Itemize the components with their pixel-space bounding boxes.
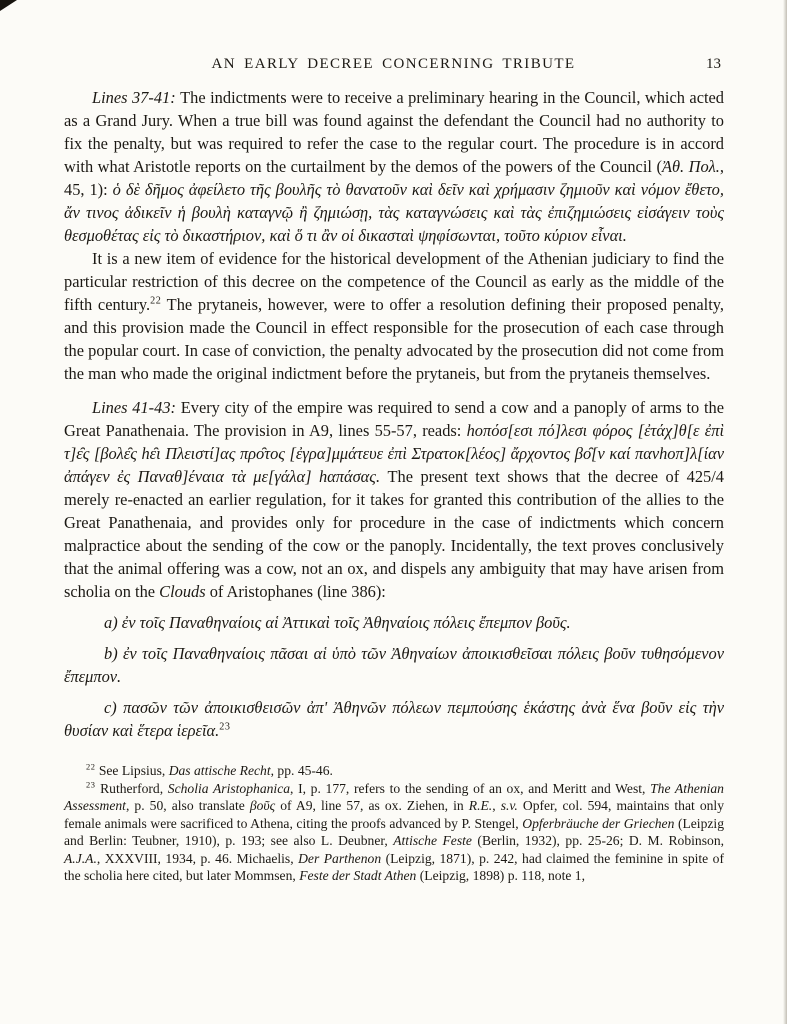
text-run-italic: c) xyxy=(104,698,124,717)
text-run-roman: The prytaneis, however, were to offer a resolution defining their proposed penalty, and this provision made the Council in effect responsible for the prosecution of each case through the popular court. In case of conviction, the penalty advocated by the prosecution did not come from the man who made the original indictment before the prytaneis, but from the prytaneis themselves. xyxy=(64,295,724,383)
footnote-22 xyxy=(64,762,724,780)
text-run-greek: πασῶν τῶν ἀποικισθεισῶν ἀπ' Ἀθηνῶν πόλεων πεμπούσης ἑκάστης ἀνὰ ἕνα βοῦν εἰς τὴν θυσίαν καὶ ἕτερα ἱερεῖα. xyxy=(64,698,724,740)
text-run-roman: , I, p. 177, refers to the sending of an ox, and Meritt and West, xyxy=(290,780,651,796)
text-run-italic: b) xyxy=(104,644,123,663)
text-run-roman: of Aristophanes (line 386): xyxy=(205,582,386,601)
text-run-italic: Das attische Recht xyxy=(168,763,271,778)
text-run-greek: ἐν τοῖς Παναθηναίοις αἱ Ἀττικαὶ τοῖς Ἀθηναίοις πόλεις ἔπεμπον βοῦς. xyxy=(121,613,571,632)
text-run-italic: Scholia Aristophanica xyxy=(167,780,291,796)
text-run-roman: , xyxy=(492,798,501,813)
text-run-roman: , 45, 1): xyxy=(64,157,724,199)
scholion-item-c xyxy=(64,696,724,742)
text-run-greek: hοπόσ[εσι πό]λεσι φόρος [ἐτάχ]θ[ε ἐπὶ τ]ε̑ς [βολε̑ς hε̑ι Πλειστί]ας προ̑τος [ἐγρα]μμάτευε ἐπὶ Στρατοκ[λέος] ἄρχοντος βο̑[ν καί πανhοπ]λ[ίαν ἀπάγεν ἐς Παναθ]έναια τὰ με[γάλα] hαπάσας. xyxy=(64,421,724,486)
text-run-italic: R.E. xyxy=(468,798,493,813)
text-run-italic: Attische Feste xyxy=(393,833,472,848)
text-run-greek: ὁ δὲ δῆμος ἀφείλετο τῆς βουλῆς τὸ θανατοῦν καὶ δεῖν καὶ χρήμασιν ζημιοῦν καὶ νόμον ἔθετο, ἄν τινος ἀδικεῖν ἡ βουλὴ καταγνῷ ἢ ζημιώσῃ, τὰς καταγνώσεις καὶ τὰς ἐπιζημιώσεις εἰσάγειν τοὺς θεσμοθέτας εἰς τὸ δικαστήριον, καὶ ὅ τι ἂν οἱ δικασταὶ ψηφίσωνται, τοῦτο κύριον εἶναι. xyxy=(64,180,724,245)
scholion-item-a xyxy=(64,611,724,634)
text-run-italic: Lines 41-43: xyxy=(92,398,181,417)
footnote-23 xyxy=(64,780,724,885)
scholion-item-b xyxy=(64,642,724,688)
text-run-roman: , p. 50, also translate xyxy=(125,798,250,813)
text-run-greek: Ἀθ. Πολ. xyxy=(661,157,720,176)
text-run-italic: Der Parthenon xyxy=(298,850,382,866)
text-run-italic: a) xyxy=(104,613,122,632)
text-run-roman: Opfer, col. 594, maintains that only female animals were sacrificed to Athena, citing the proofs advanced by P. Stengel, xyxy=(64,798,724,831)
text-run-roman: See Lipsius, xyxy=(95,763,169,778)
text-run-greek: ἐν τοῖς Παναθηναίοις πᾶσαι αἱ ὑπὸ τῶν Ἀθηναίων ἀποικισθεῖσαι πόλεις βοῦν τυθησόμενον ἔπεμπον. xyxy=(64,644,724,686)
text-run-italic: s.v. xyxy=(500,798,518,813)
text-run-roman: (Leipzig and Berlin: Teubner, 1910), p. 193; see also L. Deubner, xyxy=(64,815,724,848)
footnote-ref: 23 xyxy=(86,778,96,789)
text-run-roman: (Leipzig, 1871), p. 242, had claimed the feminine in spite of the scholia here cited, but later Mommsen, xyxy=(64,850,724,883)
footnote-ref: 22 xyxy=(150,295,162,307)
paragraph-judiciary xyxy=(64,247,724,385)
text-run-italic: Clouds xyxy=(159,582,206,601)
text-run-roman: It is a new item of evidence for the historical development of the Athenian judiciary to find the particular restriction of this decree on the competence of the Council as early as the middle of the fifth century. xyxy=(64,249,724,314)
paragraph-lines-37-41 xyxy=(64,86,724,247)
body-text xyxy=(64,86,724,885)
text-run-italic: Opferbräuche der Griechen xyxy=(522,815,675,831)
text-run-roman: , XXXVIII, 1934, p. 46. Michaelis, xyxy=(96,850,299,866)
text-run-roman: Rutherford, xyxy=(95,780,168,796)
text-run-italic: A.J.A. xyxy=(64,850,97,866)
running-head xyxy=(64,56,723,73)
text-run-roman: of A9, line 57, as ox. Ziehen, in xyxy=(275,798,469,813)
text-run-greek: βοῦς xyxy=(249,798,276,813)
running-title: AN EARLY DECREE CONCERNING TRIBUTE xyxy=(211,56,576,72)
footnotes-section xyxy=(64,762,724,885)
paragraph-lines-41-43 xyxy=(64,396,724,603)
text-run-roman: The indictments were to receive a preliminary hearing in the Council, which acted as a Grand Jury. When a true bill was found against the defendant the Council had no authority to fix the penalty, but was required to refer the case to the regular court. The procedure is in accord with what Aristotle reports on the curtailment by the demos of the powers of the Council ( xyxy=(64,88,724,176)
text-run-italic: Lines 37-41: xyxy=(92,88,181,107)
text-run-italic: The Athenian Assessment xyxy=(64,780,724,813)
text-run-roman: Every city of the empire was required to send a cow and a panoply of arms to the Great Panathenaia. The provision in A9, lines 55-57, reads: xyxy=(64,398,724,440)
text-run-roman: (Berlin, 1932), pp. 25-26; D. M. Robinson, xyxy=(471,833,725,848)
footnote-ref: 23 xyxy=(219,721,231,733)
footnote-ref: 22 xyxy=(86,761,96,772)
scan-edge-artifact xyxy=(783,0,787,1024)
scan-corner-artifact xyxy=(0,0,17,11)
text-run-roman: , pp. 45-46. xyxy=(270,763,333,778)
text-run-roman: The present text shows that the decree of 425/4 merely re-enacted an earlier regulation, for it takes for granted this contribution of the allies to the Great Panathenaia, and provides only for procedure in the case of indictments which concern malpractice about the sending of the cow or the panoply. Incidentally, the text proves conclusively that the animal offering was a cow, not an ox, and dispels any ambiguity that may have arisen from scholia on the xyxy=(64,467,724,601)
text-run-roman: (Leipzig, 1898) p. 118, note 1, xyxy=(416,868,585,883)
text-run-italic: Feste der Stadt Athen xyxy=(299,868,417,883)
page-number: 13 xyxy=(706,56,721,72)
